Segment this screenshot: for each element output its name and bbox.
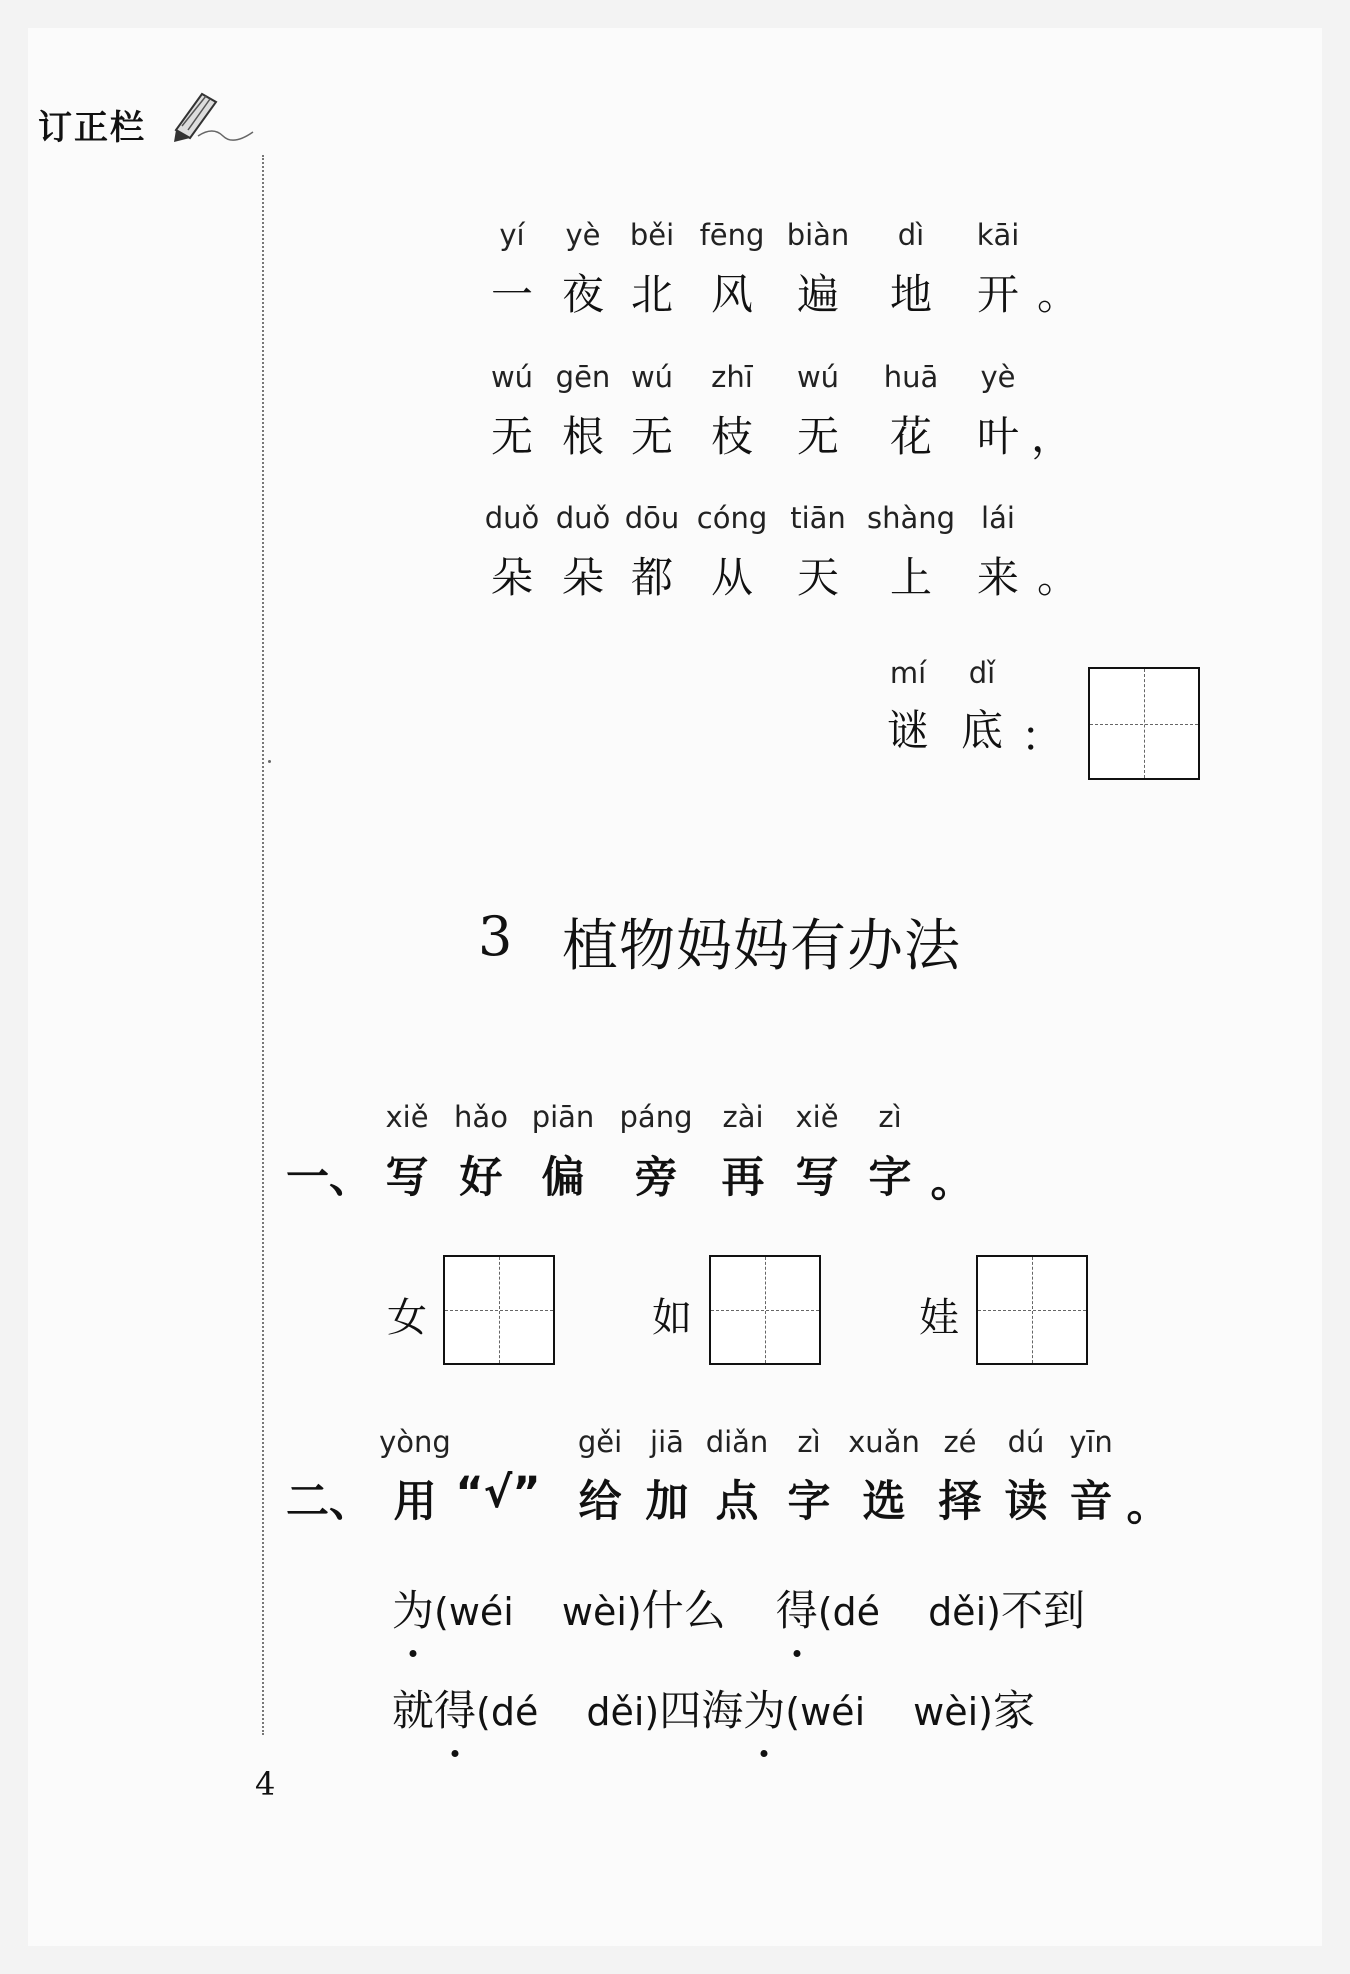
riddle-answer-writing-box[interactable] [1088,667,1200,780]
pinyin-syllable: lái [981,501,1015,535]
lesson-title: 植物妈妈有办法 [562,914,961,979]
pinyin-syllable: diǎn [705,1425,769,1459]
pinyin-syllable: mí [889,656,927,690]
question-char: 点 [715,1477,759,1527]
reading-option[interactable]: (wéi [434,1590,514,1634]
riddle-char: 上 [889,553,933,602]
writing-box[interactable] [709,1255,821,1365]
dotted-char: 为 [743,1686,786,1735]
question-char: 写 [385,1153,429,1203]
correction-column-label: 订正栏 [38,108,146,148]
question-char: 加 [645,1477,689,1527]
radical-prompt: 女 [387,1295,427,1341]
pinyin-syllable: xiě [385,1100,429,1134]
riddle-char: 天 [796,553,840,602]
question-char: 给 [578,1477,622,1527]
riddle-char: 无 [630,412,674,461]
pinyin-syllable: yòng [379,1425,451,1459]
question-char: 好 [459,1153,503,1203]
pinyin-syllable: zài [722,1100,764,1134]
checkmark-quote: “√” [455,1468,541,1518]
reading-option[interactable]: (dé [476,1690,539,1734]
pinyin-syllable: hǎo [454,1100,508,1134]
word-text: 不到 [1000,1586,1085,1635]
choice-row-2 [392,1678,1035,1738]
punctuation: 。 [1126,1481,1170,1531]
word-text: 四海 [659,1686,744,1735]
pinyin-syllable: fēng [699,218,765,252]
riddle-char: 一 [490,270,534,319]
punctuation: 。 [930,1157,974,1207]
dotted-char: 得 [434,1686,477,1735]
question-char: 字 [787,1477,831,1527]
pencil-icon [168,86,258,146]
reading-option[interactable]: (wéi [785,1690,866,1734]
character-prompt: 娃 [919,1295,959,1341]
question-char: 写 [795,1153,839,1203]
pinyin-syllable: zì [797,1425,821,1459]
dotted-char: 得 [775,1586,818,1635]
pinyin-syllable: yí [499,218,525,252]
riddle-answer-label: 底 [960,706,1004,755]
word-text: 家 [992,1686,1035,1735]
riddle-char: 无 [796,412,840,461]
pinyin-syllable: zì [878,1100,902,1134]
reading-option[interactable]: (dé [817,1590,881,1634]
worksheet-page [28,28,1322,1946]
riddle-char: 开 [976,270,1020,319]
punctuation: 。 [1036,270,1080,319]
writing-box[interactable] [976,1255,1088,1365]
riddle-answer-label: 谜 [886,706,930,755]
lesson-number: 3 [478,905,513,968]
riddle-char: 来 [976,553,1020,602]
punctuation: ， [1030,412,1074,461]
pinyin-syllable: cóng [696,501,768,535]
pinyin-syllable: gěi [577,1425,623,1459]
pinyin-syllable: kāi [976,218,1020,252]
writing-box[interactable] [443,1255,555,1365]
question-char: 择 [938,1477,982,1527]
word-text: 就 [392,1686,435,1735]
dotted-char: 为 [392,1586,435,1635]
question-char: 偏 [541,1153,585,1203]
riddle-char: 无 [490,412,534,461]
pinyin-syllable: huā [883,360,939,394]
pinyin-syllable: běi [629,218,675,252]
riddle-char: 地 [889,270,933,319]
pinyin-syllable: piān [531,1100,595,1134]
colon: ： [1020,712,1064,761]
riddle-char: 枝 [710,412,754,461]
question-char: 音 [1069,1477,1113,1527]
pinyin-syllable: zé [943,1425,977,1459]
riddle-char: 风 [710,270,754,319]
pinyin-syllable: páng [619,1100,693,1134]
pinyin-syllable: duǒ [484,501,540,535]
reading-option[interactable]: wèi) [913,1690,993,1734]
riddle-char: 根 [561,412,605,461]
punctuation: 。 [1036,553,1080,602]
riddle-char: 花 [889,412,933,461]
pinyin-syllable: duǒ [555,501,611,535]
pinyin-syllable: xuǎn [848,1425,920,1459]
pinyin-syllable: yè [980,360,1016,394]
reading-option[interactable]: děi) [586,1690,660,1734]
pinyin-syllable: biàn [786,218,850,252]
question-number: 二、 [286,1477,372,1527]
pinyin-syllable: tiān [790,501,846,535]
pinyin-syllable: dì [897,218,925,252]
question-char: 用 [393,1477,437,1527]
pinyin-syllable: wú [796,360,840,394]
question-char: 再 [721,1153,765,1203]
riddle-char: 北 [630,270,674,319]
pinyin-syllable: wú [490,360,534,394]
question-char: 字 [868,1153,912,1203]
pinyin-syllable: dú [1007,1425,1045,1459]
question-char: 旁 [634,1153,678,1203]
margin-dotted-line [262,155,264,1735]
question-char: 读 [1004,1477,1048,1527]
pinyin-syllable: zhī [711,360,753,394]
pinyin-syllable: xiě [795,1100,839,1134]
riddle-char: 朵 [561,553,605,602]
pinyin-syllable: gēn [555,360,611,394]
pinyin-syllable: dǐ [968,656,996,690]
question-char: 选 [862,1477,906,1527]
word-text: 什么 [641,1586,726,1635]
riddle-char: 叶 [976,412,1020,461]
reading-option[interactable]: wèi) [561,1590,642,1634]
pinyin-syllable: shàng [866,501,956,535]
question-number: 一、 [286,1153,372,1203]
riddle-char: 夜 [561,270,605,319]
pinyin-syllable: yè [565,218,601,252]
choice-row-1 [392,1578,1085,1638]
stray-dot [268,760,271,763]
reading-option[interactable]: děi) [928,1590,1001,1634]
riddle-char: 从 [710,553,754,602]
riddle-char: 朵 [490,553,534,602]
page-number: 4 [255,1765,276,1803]
character-prompt: 如 [652,1295,692,1341]
riddle-char: 都 [630,553,674,602]
pinyin-syllable: yīn [1069,1425,1113,1459]
pinyin-syllable: jiā [650,1425,684,1459]
riddle-char: 遍 [796,270,840,319]
pinyin-syllable: dōu [624,501,680,535]
pinyin-syllable: wú [630,360,674,394]
